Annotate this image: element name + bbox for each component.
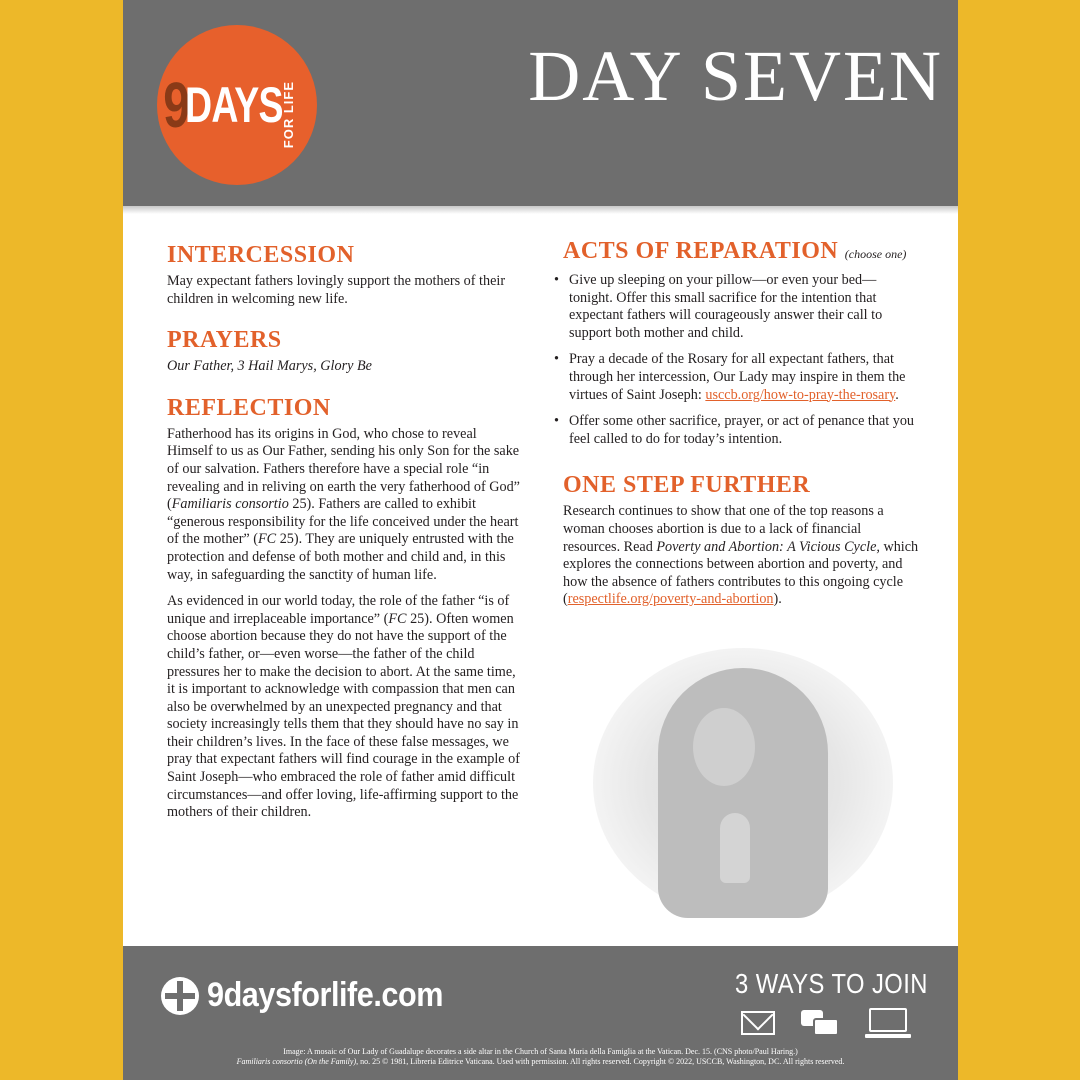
reflection-p1-citation-2: FC xyxy=(258,531,277,548)
right-column xyxy=(563,236,919,626)
further-text-c: ). xyxy=(773,591,782,608)
reflection-p1-citation-1: Familiaris consortio xyxy=(171,496,289,513)
reflection-p1-text-c: 25). They are uniquely entrusted with the protection and defense of both mother and child and, in this way, in safeguarding the sanctity of human life. xyxy=(167,531,514,583)
image-praying-hands xyxy=(720,813,750,883)
reflection-p2-citation: FC xyxy=(388,610,407,627)
rosary-link[interactable]: usccb.org/how-to-pray-the-rosary xyxy=(705,386,896,403)
header-shadow xyxy=(123,206,958,214)
reflection-paragraph-2 xyxy=(167,593,523,822)
our-lady-image xyxy=(593,648,893,918)
cross-logo-icon xyxy=(161,977,199,1015)
envelope-icon[interactable] xyxy=(741,1011,775,1035)
acts-item2-end: . xyxy=(895,386,899,403)
reflection-heading: REFLECTION xyxy=(167,394,331,421)
further-text-b: which explores the connections between abortion and poverty, and how the absence of fathers contributes to this ongoing cycle ( xyxy=(563,538,919,608)
join-heading: 3 WAYS TO JOIN xyxy=(735,968,928,999)
credit-line-1: Image: A mosaic of Our Lady of Guadalupe decorates a side altar in the Church of Santa Maria della Famiglia at the Vatican. Dec. 15. (CNS photo/Paul Haring.) xyxy=(283,1047,798,1056)
acts-choose-note: (choose one) xyxy=(844,247,907,261)
logo-badge xyxy=(157,25,317,185)
flyer-page xyxy=(123,0,958,1080)
list-item: • Offer some other sacrifice, prayer, or act of penance that you feel called to do for today’s intention. xyxy=(563,413,919,448)
acts-heading xyxy=(563,236,919,269)
acts-section xyxy=(563,236,919,448)
logo-nine: 9 xyxy=(163,69,189,141)
credit-copyright: , no. 25 © 1981, Libreria Editrice Vaticana. Used with permission. All rights reserved. Copyright © 2022, USCCB, Washington, DC. All rights reserved. xyxy=(356,1057,845,1066)
prayers-text xyxy=(167,358,523,376)
acts-heading-text: ACTS OF REPARATION xyxy=(563,238,839,264)
laptop-icon[interactable] xyxy=(865,1008,911,1038)
credit-title: Familiaris consortio (On the Family) xyxy=(236,1057,357,1066)
further-resource-title: Poverty and Abortion: A Vicious Cycle, xyxy=(656,538,880,555)
further-heading: ONE STEP FURTHER xyxy=(563,472,811,499)
reflection-paragraph-1 xyxy=(167,426,523,584)
site-url: 9daysforlife.com xyxy=(207,976,443,1014)
chat-icon[interactable] xyxy=(801,1010,839,1036)
list-item: • Give up sleeping on your pillow—or even your bed—tonight. Offer this small sacrifice for the intention that expectant fathers will courageously answer their call to support both mother and child. xyxy=(563,272,919,342)
prayers-list: Our Father, 3 Hail Marys, Glory Be xyxy=(167,358,372,375)
reflection-section xyxy=(167,393,523,822)
join-icons xyxy=(741,1008,911,1038)
acts-list xyxy=(563,272,919,448)
site-link[interactable] xyxy=(161,976,469,1015)
page-title: DAY SEVEN xyxy=(528,36,943,116)
logo-days: DAYS xyxy=(184,77,283,133)
header-banner xyxy=(123,0,958,206)
logo-for-life: FOR LIFE xyxy=(281,81,296,149)
image-face xyxy=(693,708,755,786)
acts-item2-text: Pray a decade of the Rosary for all expectant fathers, that through her intercession, Our Lady may inspire in them the virtues of Saint Joseph: xyxy=(569,351,906,403)
left-column xyxy=(167,240,523,839)
reflection-p1-text-b: 25). Fathers are called to exhibit “generous responsibility for the life conceived under the heart of the mother” ( xyxy=(167,496,519,548)
further-section xyxy=(563,470,919,609)
reflection-p2-text-a: As evidenced in our world today, the role of the father “is of unique and irreplaceable importance” ( xyxy=(167,593,510,627)
prayers-heading: PRAYERS xyxy=(167,327,282,354)
intercession-text: May expectant fathers lovingly support the mothers of their children in welcoming new life. xyxy=(167,273,506,307)
footer-banner xyxy=(123,946,958,1080)
credit-line-2 xyxy=(123,1057,958,1067)
intercession-heading: INTERCESSION xyxy=(167,242,355,268)
image-credits xyxy=(123,1047,958,1067)
intercession-section xyxy=(167,240,523,308)
reflection-p2-text-b: 25). Often women choose abortion because they do not have the support of the child’s father, or—even worse—the father of the child pressures her to make the decision to abort. At the same time, it is important to acknowledge with compassion that men can also be overwhelmed by an unexpected pregnancy and that society increasingly tells them that they should have no say in their children’s lives. In the face of these false messages, we pray that expectant fathers will find courage in the example of Saint Joseph—who embraced the role of father amid difficult circumstances—and offer loving, life-affirming support to the mothers of their children. xyxy=(167,610,520,821)
poverty-abortion-link[interactable]: respectlife.org/poverty-and-abortion xyxy=(567,591,774,608)
list-item xyxy=(563,351,919,404)
further-text xyxy=(563,503,919,609)
prayers-section xyxy=(167,325,523,376)
further-text-a: Research continues to show that one of the top reasons a woman chooses abortion is due to a lack of financial resources. Read xyxy=(563,503,884,555)
reflection-p1-text-a: Fatherhood has its origins in God, who chose to reveal Himself to us as Our Father, sending his only Son for the sake of our salvation. Fathers therefore have a special role “in revealing and in reliving on earth the very fatherhood of God” ( xyxy=(167,425,520,513)
